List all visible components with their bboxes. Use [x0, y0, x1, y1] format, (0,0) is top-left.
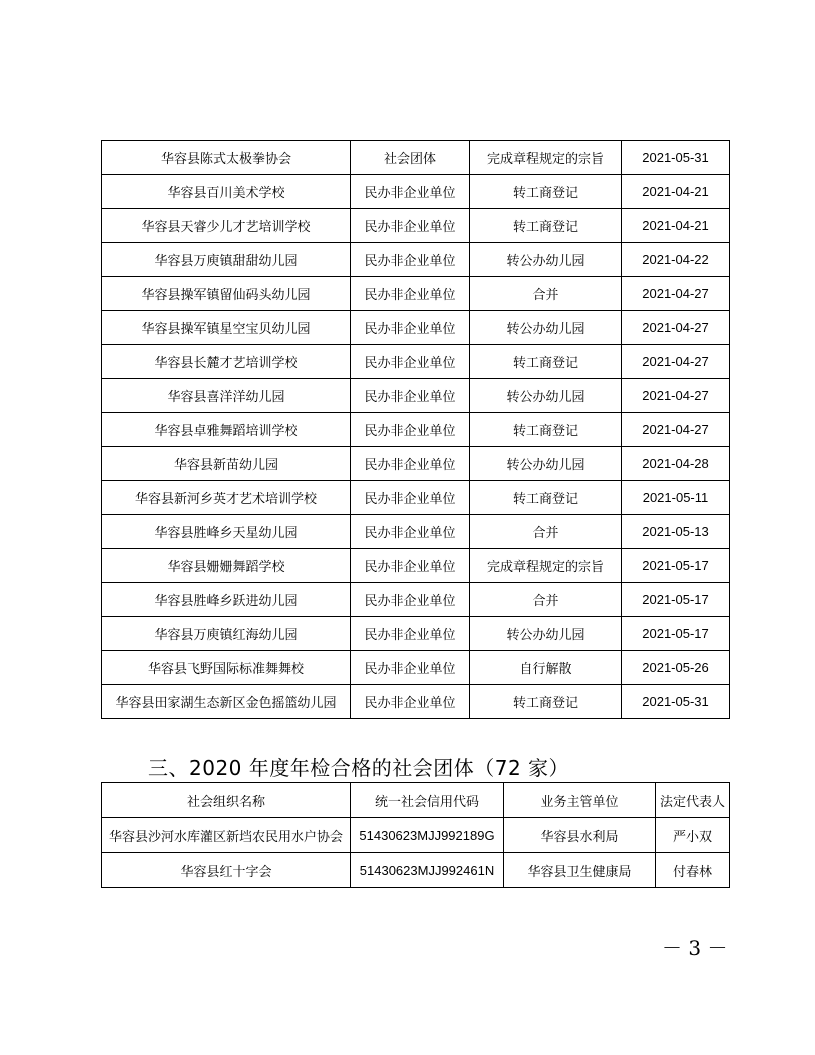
table-row: [102, 853, 730, 888]
header-authority: 业务主管单位: [504, 783, 656, 818]
cell-org-name: 华容县万庾镇甜甜幼儿园: [102, 243, 351, 277]
cell-org-name: 华容县新河乡英才艺术培训学校: [102, 481, 351, 515]
cell-date: 2021-04-22: [622, 243, 730, 277]
cell-org-type: 民办非企业单位: [351, 549, 470, 583]
cell-credit-code: 51430623MJJ992189G: [351, 818, 504, 853]
cell-reason: 转工商登记: [470, 413, 622, 447]
cell-reason: 转公办幼儿园: [470, 379, 622, 413]
cell-reason: 转工商登记: [470, 209, 622, 243]
table-row: [102, 379, 730, 413]
table-row: [102, 209, 730, 243]
table-row: [102, 651, 730, 685]
cell-reason: 合并: [470, 277, 622, 311]
cell-org-type: 民办非企业单位: [351, 277, 470, 311]
cell-date: 2021-05-17: [622, 549, 730, 583]
cell-date: 2021-04-21: [622, 209, 730, 243]
cell-date: 2021-04-27: [622, 277, 730, 311]
header-legal-rep: 法定代表人: [656, 783, 730, 818]
cell-reason: 合并: [470, 515, 622, 549]
qualified-social-groups-table: [101, 782, 730, 888]
cell-org-name: 华容县卓雅舞蹈培训学校: [102, 413, 351, 447]
cell-org-name: 华容县陈式太极拳协会: [102, 141, 351, 175]
cell-org-type: 民办非企业单位: [351, 515, 470, 549]
cell-authority: 华容县水利局: [504, 818, 656, 853]
table-row: [102, 141, 730, 175]
table-row: [102, 311, 730, 345]
cell-reason: 自行解散: [470, 651, 622, 685]
cell-org-type: 民办非企业单位: [351, 243, 470, 277]
cell-org-type: 民办非企业单位: [351, 311, 470, 345]
cell-legal-rep: 付春林: [656, 853, 730, 888]
cell-org-type: 民办非企业单位: [351, 345, 470, 379]
cell-reason: 转工商登记: [470, 345, 622, 379]
deregistered-organizations-table: [101, 140, 730, 719]
cell-date: 2021-05-13: [622, 515, 730, 549]
table-row: [102, 277, 730, 311]
header-org-name: 社会组织名称: [102, 783, 351, 818]
cell-date: 2021-04-27: [622, 379, 730, 413]
cell-org-type: 民办非企业单位: [351, 209, 470, 243]
cell-date: 2021-04-27: [622, 345, 730, 379]
cell-org-type: 民办非企业单位: [351, 175, 470, 209]
cell-org-type: 民办非企业单位: [351, 617, 470, 651]
section-heading: 三、2020 年度年检合格的社会团体（72 家）: [148, 756, 570, 780]
cell-reason: 转公办幼儿园: [470, 617, 622, 651]
cell-org-name: 华容县姗姗舞蹈学校: [102, 549, 351, 583]
cell-date: 2021-05-31: [622, 685, 730, 719]
cell-legal-rep: 严小双: [656, 818, 730, 853]
cell-date: 2021-05-26: [622, 651, 730, 685]
header-credit-code: 统一社会信用代码: [351, 783, 504, 818]
cell-date: 2021-04-21: [622, 175, 730, 209]
cell-org-name: 华容县操军镇星空宝贝幼儿园: [102, 311, 351, 345]
cell-org-name: 华容县新苗幼儿园: [102, 447, 351, 481]
table-row: [102, 345, 730, 379]
cell-org-name: 华容县喜洋洋幼儿园: [102, 379, 351, 413]
page-number: － 3 －: [662, 936, 728, 960]
cell-org-name: 华容县红十字会: [102, 853, 351, 888]
table-row: [102, 243, 730, 277]
cell-date: 2021-05-17: [622, 583, 730, 617]
cell-date: 2021-04-27: [622, 311, 730, 345]
cell-reason: 转工商登记: [470, 175, 622, 209]
table-row: [102, 685, 730, 719]
cell-date: 2021-05-31: [622, 141, 730, 175]
cell-org-type: 民办非企业单位: [351, 413, 470, 447]
cell-reason: 转工商登记: [470, 685, 622, 719]
cell-org-name: 华容县沙河水库灌区新垱农民用水户协会: [102, 818, 351, 853]
table-row: [102, 549, 730, 583]
cell-reason: 转公办幼儿园: [470, 311, 622, 345]
cell-reason: 转公办幼儿园: [470, 447, 622, 481]
cell-reason: 转工商登记: [470, 481, 622, 515]
cell-date: 2021-04-27: [622, 413, 730, 447]
table-row: [102, 617, 730, 651]
cell-org-type: 民办非企业单位: [351, 583, 470, 617]
cell-org-name: 华容县胜峰乡天星幼儿园: [102, 515, 351, 549]
cell-org-name: 华容县长麓才艺培训学校: [102, 345, 351, 379]
cell-credit-code: 51430623MJJ992461N: [351, 853, 504, 888]
cell-org-type: 民办非企业单位: [351, 651, 470, 685]
cell-date: 2021-04-28: [622, 447, 730, 481]
cell-reason: 完成章程规定的宗旨: [470, 141, 622, 175]
table-row: [102, 818, 730, 853]
cell-org-type: 民办非企业单位: [351, 447, 470, 481]
cell-org-name: 华容县天睿少儿才艺培训学校: [102, 209, 351, 243]
table-row: [102, 175, 730, 209]
cell-date: 2021-05-11: [622, 481, 730, 515]
cell-org-type: 民办非企业单位: [351, 685, 470, 719]
table-row: [102, 583, 730, 617]
cell-reason: 转公办幼儿园: [470, 243, 622, 277]
table-row: [102, 515, 730, 549]
cell-org-name: 华容县万庾镇红海幼儿园: [102, 617, 351, 651]
table-header-row: [102, 783, 730, 818]
cell-org-name: 华容县胜峰乡跃进幼儿园: [102, 583, 351, 617]
cell-authority: 华容县卫生健康局: [504, 853, 656, 888]
cell-org-name: 华容县操军镇留仙码头幼儿园: [102, 277, 351, 311]
cell-reason: 合并: [470, 583, 622, 617]
table-row: [102, 447, 730, 481]
table-row: [102, 481, 730, 515]
cell-org-type: 民办非企业单位: [351, 481, 470, 515]
table-row: [102, 413, 730, 447]
cell-org-type: 社会团体: [351, 141, 470, 175]
cell-org-name: 华容县田家湖生态新区金色摇篮幼儿园: [102, 685, 351, 719]
cell-date: 2021-05-17: [622, 617, 730, 651]
cell-reason: 完成章程规定的宗旨: [470, 549, 622, 583]
cell-org-name: 华容县百川美术学校: [102, 175, 351, 209]
cell-org-name: 华容县飞野国际标准舞舞校: [102, 651, 351, 685]
cell-org-type: 民办非企业单位: [351, 379, 470, 413]
